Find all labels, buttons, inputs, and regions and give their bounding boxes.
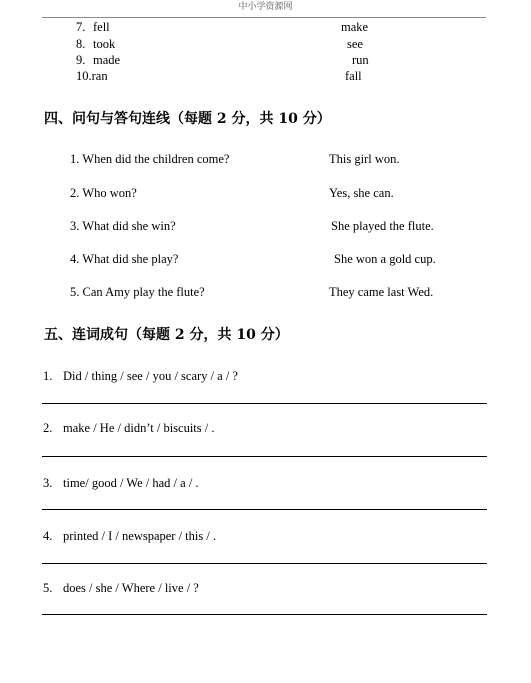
answer-line (42, 563, 487, 564)
pair-number: 7. (76, 20, 86, 34)
scramble-words: does / she / Where / live / ? (63, 581, 199, 595)
page-header: 中小学资源网 (238, 2, 293, 12)
pair-left-word: made (93, 53, 121, 67)
pair-right-word: see (347, 37, 363, 51)
header-rule (42, 17, 486, 18)
scramble-number: 2. (43, 421, 53, 435)
answer-line (42, 509, 487, 510)
pair-left-word: fell (93, 20, 110, 34)
scramble-number: 1. (43, 369, 53, 383)
answer-line (42, 614, 487, 615)
question-item: 1. When did the children come? (70, 152, 230, 166)
pair-right-word: run (352, 53, 369, 67)
question-item: 4. What did she play? (70, 252, 179, 266)
pair-left-word: ran (91, 69, 108, 83)
scramble-words: Did / thing / see / you / scary / a / ? (63, 369, 238, 383)
answer-item: She played the flute. (331, 219, 434, 233)
section-4-title: 四、问句与答句连线（每题 2 分，共 10 分） (44, 111, 331, 127)
pair-right-word: fall (345, 69, 362, 83)
answer-item: They came last Wed. (329, 285, 434, 299)
scramble-words: make / He / didn’t / biscuits / . (63, 421, 215, 435)
scramble-number: 5. (43, 581, 53, 595)
answer-item: Yes, she can. (329, 186, 394, 200)
answer-line (42, 456, 487, 457)
scramble-words: time/ good / We / had / a / . (63, 476, 199, 490)
question-item: 2. Who won? (70, 186, 137, 200)
pair-number: 10. (76, 69, 92, 83)
pair-number: 8. (76, 37, 86, 51)
answer-item: She won a gold cup. (334, 252, 436, 266)
answer-item: This girl won. (329, 152, 400, 166)
question-item: 5. Can Amy play the flute? (70, 285, 205, 299)
pair-number: 9. (76, 53, 86, 67)
section-5-title: 五、连词成句（每题 2 分，共 10 分） (44, 327, 289, 343)
question-item: 3. What did she win? (70, 219, 176, 233)
answer-line (42, 403, 487, 404)
scramble-number: 3. (43, 476, 53, 490)
pair-left-word: took (93, 37, 116, 51)
pair-row-10 (76, 69, 108, 84)
pair-right-word: make (341, 20, 369, 34)
scramble-number: 4. (43, 529, 53, 543)
scramble-words: printed / I / newspaper / this / . (63, 529, 217, 543)
